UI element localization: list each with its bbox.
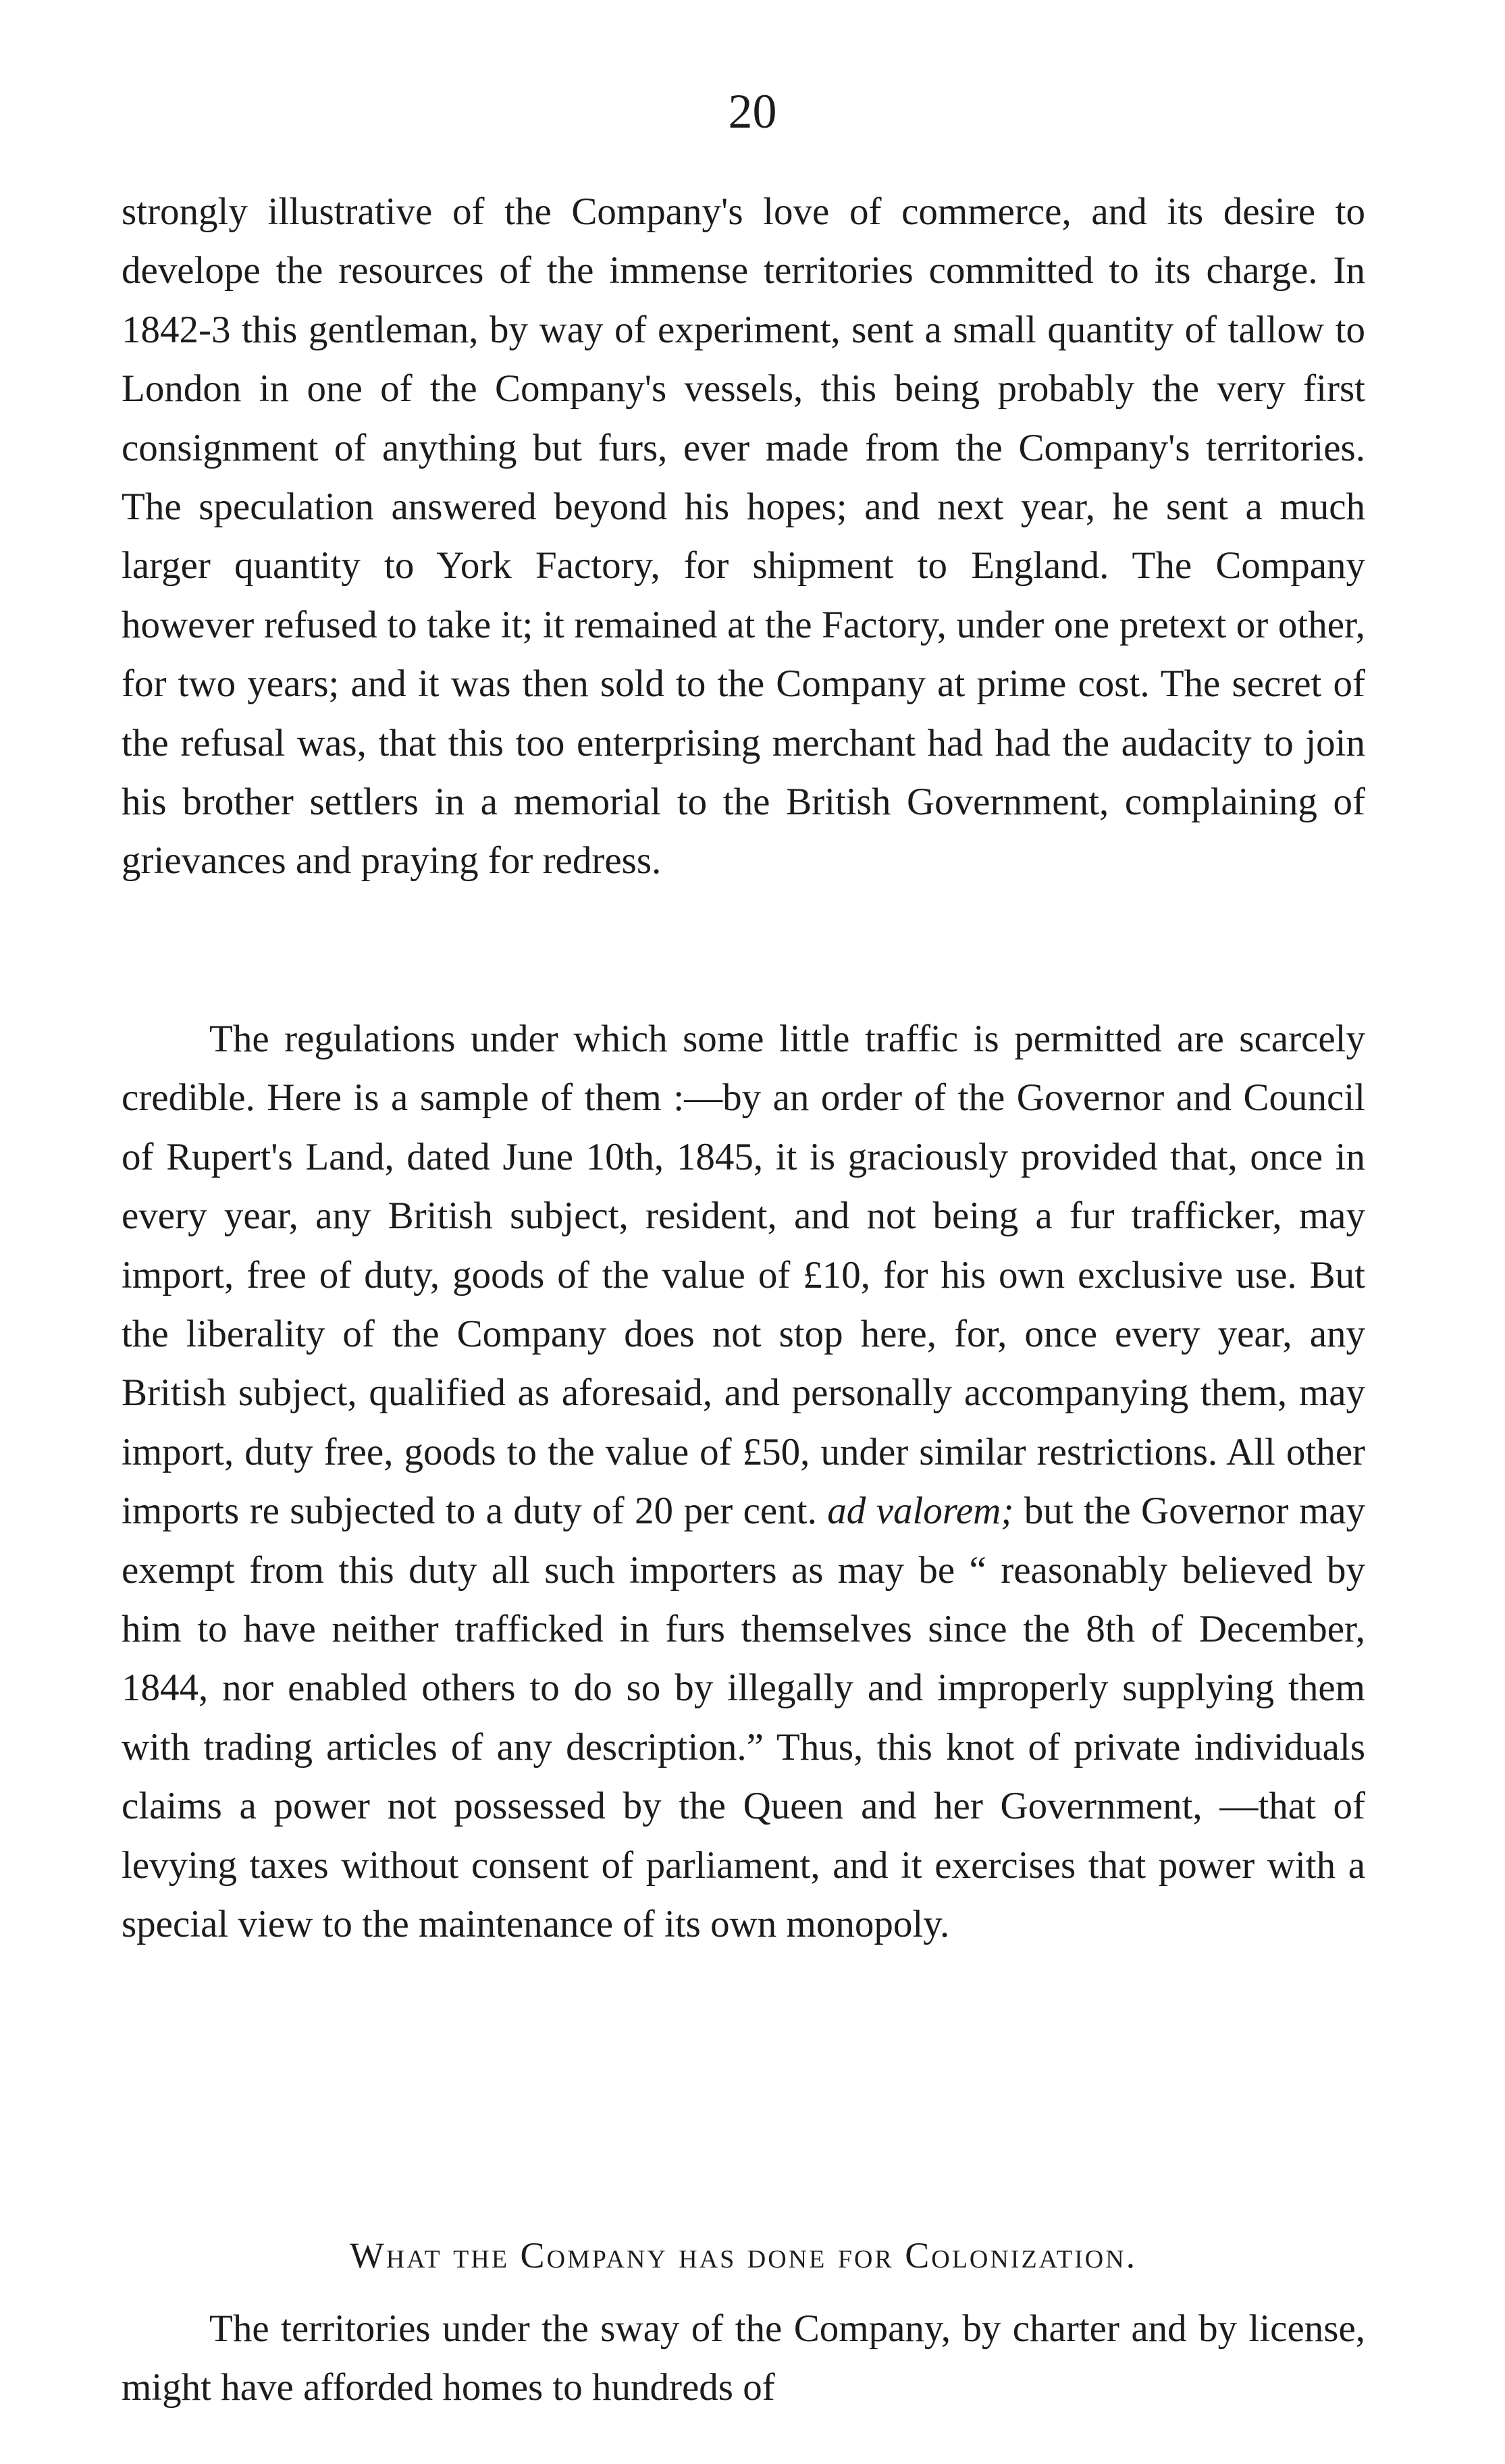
paragraph-2-part-2: but the Governor may exempt from this duty all such importers as may be “ reasonably believed by him to have neither trafficked in furs themselves since the 8th of December, 1844, nor enabled others to do so by illegally and improperly supplying them with trading articles of any description.” Thus, this knot of private individuals claims a power not possessed by the Queen and her Government, —that of levying taxes without consent of parliament, and it exercises that power with a special view to the maintenance of its own monopoly.	[122, 1490, 1365, 1946]
paragraph-2	[122, 1010, 1365, 1954]
paragraph-1-text: strongly illustrative of the Company's love of commerce, and its desire to develope the resources of the immense territories committed to its charge. In 1842-3 this gentleman, by way of experiment, sent a small quantity of tallow to London in one of the Company's vessels, this being probably the very first consignment of anything but furs, ever made from the Company's territories. The speculation answered beyond his hopes; and next year, he sent a much larger quantity to York Factory, for shipment to England. The Company however refused to take it; it remained at the Factory, under one pretext or other, for two years; and it was then sold to the Company at prime cost. The secret of the refusal was, that this too enterprising merchant had had the audacity to join his brother settlers in a memorial to the British Government, complaining of grievances and praying for redress.	[122, 190, 1365, 883]
section-heading: What the Company has done for Colonization.	[349, 2235, 1138, 2276]
paragraph-3	[122, 2299, 1365, 2417]
paragraph-2-text	[122, 1010, 1365, 1954]
paragraph-3-text: The territories under the sway of the Company, by charter and by license, might have afforded homes to hundreds of	[122, 2307, 1365, 2409]
paragraph-2-italic: ad valorem;	[827, 1490, 1014, 1533]
paragraph-2-part-1: The regulations under which some little traffic is permitted are scarcely credible. Here is a sample of them :—by an order of the Governor and Council of Rupert's Land, dated June 10th, 1845, it is graciously provided that, once in every year, any British subject, resident, and not being a fur trafficker, may import, free of duty, goods of the value of £10, for his own exclusive use. But the liberality of the Company does not stop here, for, once every year, any British subject, qualified as aforesaid, and personally accompanying them, may import, duty free, goods to the value of £50, under similar restrictions. All other imports re subjected to a duty of 20 per cent.	[122, 1018, 1365, 1533]
page-number: 20	[728, 84, 777, 138]
paragraph-1	[122, 182, 1365, 891]
